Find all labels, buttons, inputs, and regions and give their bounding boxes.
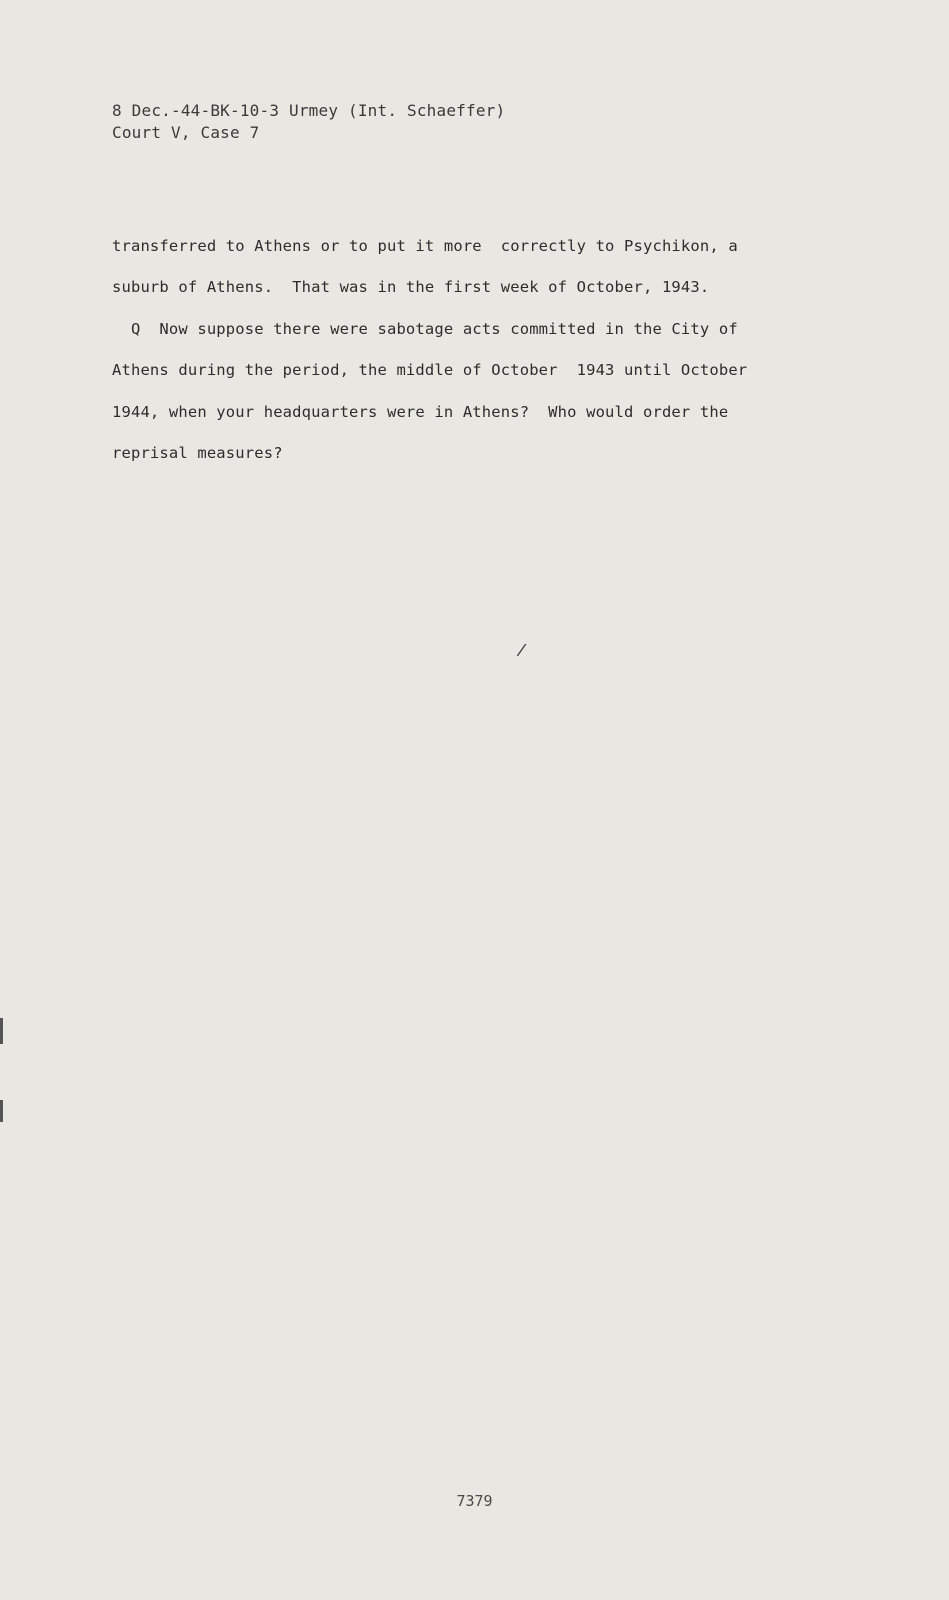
page-number: 7379 [456,1492,493,1510]
header-court-line: Court V, Case 7 [112,123,260,142]
transcript-line: transferred to Athens or to put it more correctly to Psychikon, a [112,237,738,255]
left-edge-mark [0,1018,3,1044]
transcript-line: 1944, when your headquarters were in Athens? Who would order the [112,402,729,421]
transcript-line: reprisal measures? [112,444,283,463]
document-header [112,100,505,144]
transcript-line: suburb of Athens. That was in the first week of October, 1943. [112,278,710,297]
left-edge-mark [0,1100,3,1122]
transcript-line: Q Now suppose there were sabotage acts committed in the City of [112,319,738,338]
pencil-mark: / [515,639,529,660]
transcript-line: Athens during the period, the middle of October 1943 until October [112,361,748,380]
header-session-line: 8 Dec.-44-BK-10-3 Urmey (Int. Schaeffer) [112,101,506,120]
transcript-body [112,226,812,474]
